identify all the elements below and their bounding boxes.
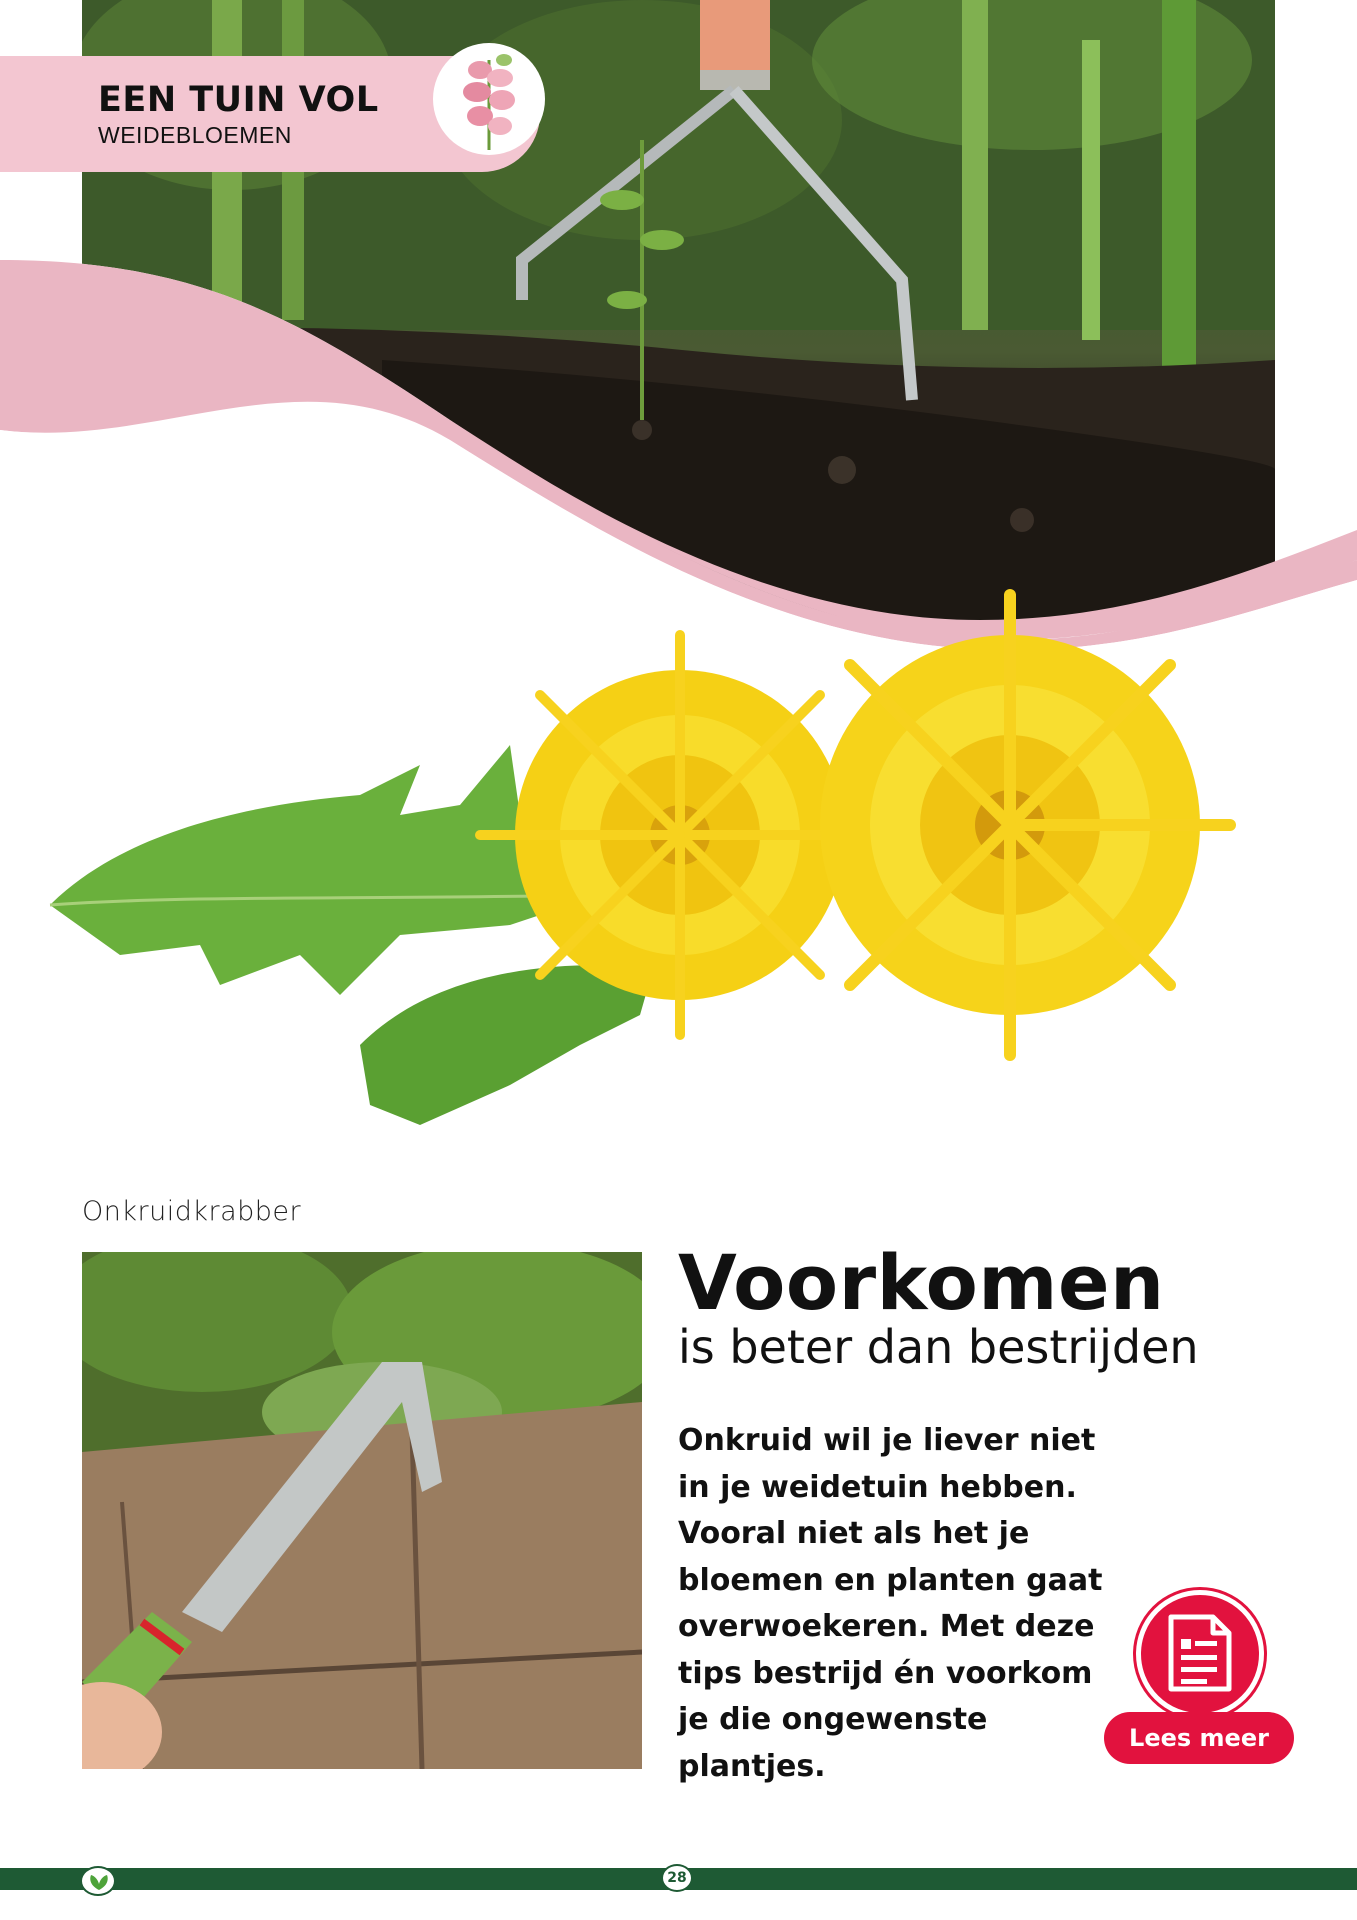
- article-headline: Voorkomen: [678, 1238, 1165, 1327]
- document-icon[interactable]: [1136, 1590, 1264, 1718]
- body-line: in je weidetuin hebben.: [678, 1469, 1077, 1505]
- body-line: Onkruid wil je liever niet: [678, 1423, 1096, 1458]
- lees-meer-button[interactable]: Lees meer: [1104, 1712, 1294, 1764]
- body-line: overwoekeren. Met deze: [678, 1609, 1095, 1644]
- article-subheadline: is beter dan bestrijden: [678, 1320, 1199, 1374]
- pink-flower-image: [432, 40, 546, 158]
- body-line: tips bestrijd én voorkom: [678, 1655, 1093, 1691]
- header-title: EEN TUIN VOL: [98, 80, 379, 120]
- header-subtitle: WEIDEBLOEMEN: [98, 122, 292, 148]
- article-body: [678, 1418, 1103, 1790]
- body-line: je die ongewenste: [678, 1702, 988, 1737]
- dandelion-image: [40, 565, 1270, 1145]
- photo-caption: Onkruidkrabber: [82, 1196, 302, 1227]
- page-number: 28: [661, 1864, 693, 1892]
- leaf-logo-icon: [80, 1866, 116, 1896]
- body-line: Vooral niet als het je: [678, 1516, 1030, 1551]
- body-line: bloemen en planten gaat: [678, 1562, 1103, 1598]
- body-line: plantjes.: [678, 1748, 826, 1784]
- weed-scraper-photo: [82, 1252, 642, 1769]
